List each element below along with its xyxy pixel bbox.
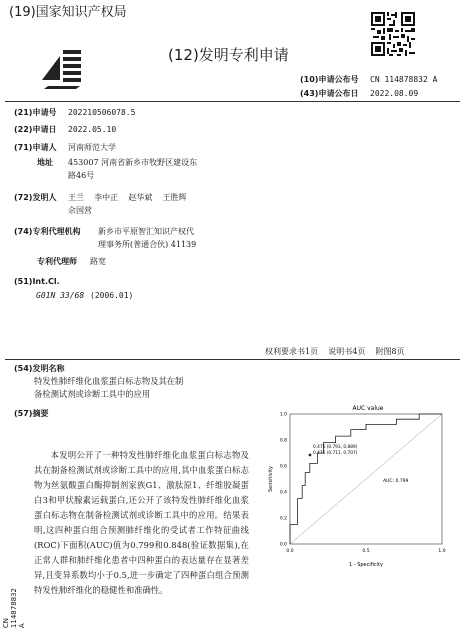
agency-label: (74)专利代理机构 [14, 227, 81, 236]
y-tick-label: 0.2 [279, 516, 287, 522]
y-axis-label: Sensitivity [268, 465, 274, 493]
invention-name [34, 375, 234, 400]
y-tick-label: 1.0 [279, 412, 287, 418]
agency-line-1: 新乡市平原智汇知识产权代 [98, 227, 194, 236]
y-tick-label: 0.4 [279, 490, 287, 496]
invention-name-line-2: 备检测试剂或诊断工具中的应用 [34, 388, 151, 399]
address-line-2: 路46号 [68, 171, 95, 180]
side-publication-id: CN 114878832 A [2, 587, 26, 628]
document-type-title: (12)发明专利申请 [168, 46, 289, 64]
x-tick-label: 0.5 [362, 549, 370, 554]
roc-curve-chart [265, 400, 460, 570]
roc-annotation-2: 0.476 (0.711, 0.707) [313, 451, 358, 456]
office-name: (19)国家知识产权局 [9, 5, 127, 20]
agency-line-2: 理事务所(普通合伙) 41139 [98, 240, 197, 249]
inventors-line-1: 王兰 李中正 赵华斌 王胜辉 [68, 193, 187, 202]
abstract-label: (57)摘要 [14, 409, 49, 418]
inventors-line-2: 佘国营 [68, 206, 92, 215]
x-tick-label: 0.0 [286, 549, 294, 554]
application-number: 202210506078.5 [68, 108, 136, 117]
qr-code-icon [371, 12, 415, 56]
applicant: 河南师范大学 [68, 143, 116, 152]
y-tick-label: 0.6 [279, 464, 287, 470]
application-date: 2022.05.10 [68, 125, 117, 134]
chart-title: AUC value [352, 405, 384, 412]
roc-annotation-1: 0.476 (0.793, 0.889) [313, 445, 358, 450]
publication-date-label: (43)申请公布日 [300, 89, 359, 98]
int-cl-code: G01N 33/68 [36, 291, 85, 300]
agent-label: 专利代理师 [37, 257, 77, 266]
publication-date: 2022.08.09 [370, 89, 419, 98]
invention-name-label: (54)发明名称 [14, 364, 65, 373]
publication-number: CN 114878832 A [370, 75, 438, 84]
roc-threshold-point [309, 454, 312, 457]
x-axis-label: 1 - Specificity [349, 562, 383, 568]
patent-office-emblem-icon [40, 46, 86, 90]
inventors-label: (72)发明人 [14, 193, 57, 202]
applicant-label: (71)申请人 [14, 143, 57, 152]
agent: 路宽 [90, 257, 106, 266]
application-number-label: (21)申请号 [14, 108, 57, 117]
y-tick-label: 0.0 [279, 542, 287, 548]
invention-name-line-1: 特发性肺纤维化血浆蛋白标志物及其在制 [34, 376, 184, 386]
auc-annotation: AUC: 0.799 [383, 479, 409, 484]
header-divider [5, 101, 460, 102]
publication-number-label: (10)申请公布号 [300, 75, 359, 84]
application-date-label: (22)申请日 [14, 125, 57, 134]
int-cl-label: (51)Int.Cl. [14, 277, 60, 286]
x-tick-label: 1.0 [438, 549, 446, 554]
int-cl-year: (2006.01) [90, 291, 134, 300]
address-label: 地址 [37, 158, 53, 167]
middle-divider [5, 359, 460, 360]
y-tick-label: 0.8 [279, 438, 287, 444]
page-counts: 权利要求书1页 说明书4页 附图8页 [265, 347, 405, 356]
address-line-1: 453007 河南省新乡市牧野区建设东 [68, 158, 198, 167]
abstract-text: 本发明公开了一种特发性肺纤维化血浆蛋白标志物及其在制备检测试剂或诊断工具中的应用,其中血浆蛋白标志物为丝氨酸蛋白酶抑制剂家族G1、激肽原1、纤维胶凝蛋白3和甲状腺素运载蛋白,还公开了该特发性肺纤维化血浆蛋白标志物在制备检测试剂或诊断工具中的应用。结果表明,这四种蛋白组合预测肺纤维化的受试者工作特征曲线(ROC)下面积(AUC)值为0.799和0.848(验证数据集),在正常人群和肺纤维化患者中四种蛋白的表达量存在显著差异,且变异系数均小于0.5,进一步确定了四种蛋白组合预测特发性肺纤维化的稳健性和准确性。 [34, 450, 249, 595]
